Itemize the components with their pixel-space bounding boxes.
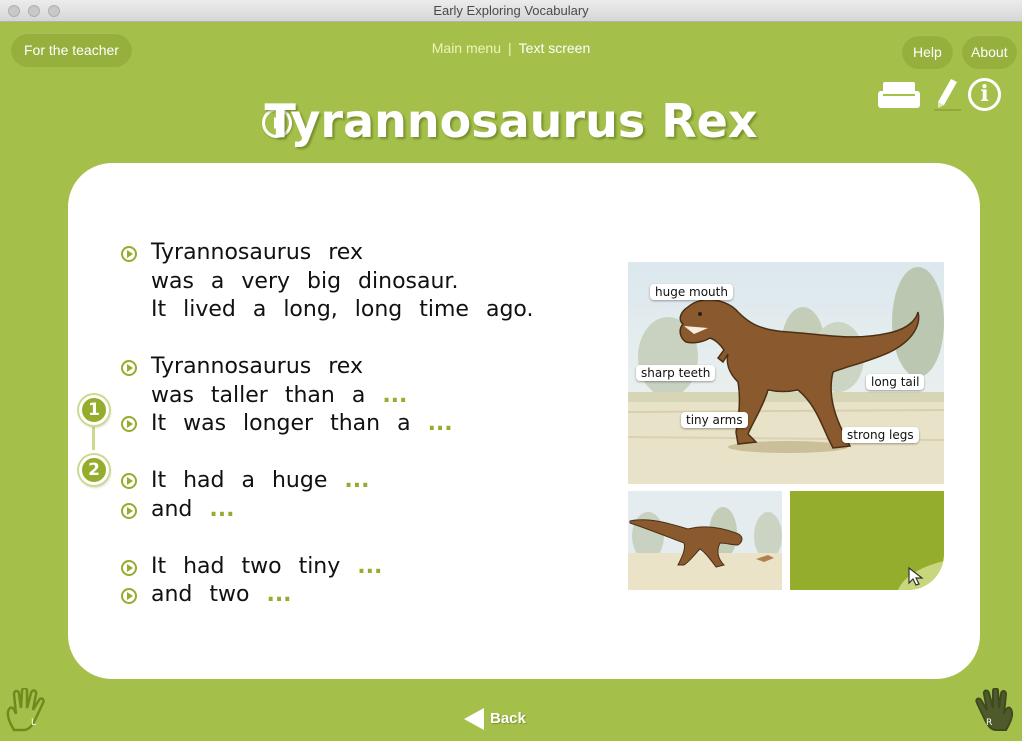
play-icon[interactable] (121, 416, 137, 432)
text-line: Tyrannosaurus rex (151, 240, 363, 265)
text-segment: It had two tiny (151, 554, 341, 579)
back-label: Back (490, 710, 526, 727)
label-sharp-teeth[interactable]: sharp teeth (636, 365, 715, 381)
label-huge-mouth[interactable]: huge mouth (650, 284, 733, 300)
trex-running-image (628, 491, 782, 590)
blank-dots[interactable]: ... (382, 383, 408, 408)
text-segment: and (151, 497, 193, 522)
info-icon[interactable]: i (968, 78, 1001, 111)
marker-connector (92, 426, 95, 450)
marker-1[interactable]: 1 (79, 395, 109, 425)
play-icon[interactable] (121, 560, 137, 576)
play-icon[interactable] (121, 473, 137, 489)
dinosaur-illustration[interactable] (628, 262, 944, 484)
play-icon[interactable] (121, 246, 137, 262)
text-line (151, 554, 382, 579)
breadcrumb (0, 40, 1022, 56)
text-line (151, 411, 453, 436)
text-line: Tyrannosaurus rex (151, 354, 363, 379)
play-icon[interactable] (121, 503, 137, 519)
text-line (151, 582, 292, 607)
back-arrow-icon (464, 708, 484, 730)
text-line (151, 468, 369, 493)
play-icon[interactable] (121, 360, 137, 376)
text-line: was a very big dinosaur. (151, 269, 459, 294)
for-the-teacher-button[interactable]: For the teacher (11, 33, 132, 67)
left-hand-icon[interactable] (4, 688, 54, 732)
text-line (151, 497, 234, 522)
play-icon[interactable] (121, 588, 137, 604)
help-button[interactable]: Help (902, 35, 953, 69)
text-segment: was taller than a (151, 383, 366, 408)
about-button[interactable]: About (962, 35, 1017, 69)
blank-dots[interactable]: ... (357, 554, 383, 579)
main-menu-link[interactable]: Main menu (431, 40, 502, 56)
back-button[interactable] (464, 706, 544, 732)
window-title-bar (0, 0, 1022, 22)
window-title: Early Exploring Vocabulary (433, 3, 589, 18)
page-title: Tyrannosaurus Rex (264, 94, 758, 148)
breadcrumb-separator: | (508, 40, 512, 56)
text-segment: It was longer than a (151, 411, 411, 436)
blank-dots[interactable]: ... (209, 497, 235, 522)
cursor-icon[interactable] (901, 565, 931, 587)
label-long-tail[interactable]: long tail (866, 374, 924, 390)
thumbnail-trex-running[interactable] (628, 491, 782, 590)
left-hand-letter: L (31, 718, 37, 728)
right-hand-letter: R (986, 718, 993, 728)
text-segment: and two (151, 582, 250, 607)
blank-dots[interactable]: ... (427, 411, 453, 436)
marker-2[interactable]: 2 (79, 455, 109, 485)
label-strong-legs[interactable]: strong legs (842, 427, 919, 443)
text-screen-label: Text screen (518, 40, 591, 56)
label-tiny-arms[interactable]: tiny arms (681, 412, 748, 428)
text-line (151, 383, 407, 408)
text-segment: It had a huge (151, 468, 328, 493)
blank-dots[interactable]: ... (344, 468, 370, 493)
blank-dots[interactable]: ... (266, 582, 292, 607)
right-hand-icon[interactable] (966, 688, 1016, 732)
text-line: It lived a long, long time ago. (151, 297, 534, 322)
